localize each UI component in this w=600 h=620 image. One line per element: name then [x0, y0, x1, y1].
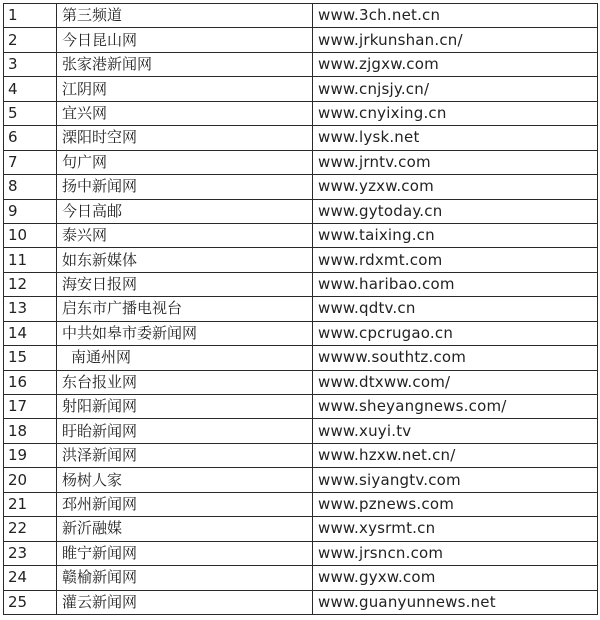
site-url: www.gytoday.cn: [313, 199, 598, 223]
table-row: [4, 28, 598, 52]
site-url: www.jrsncn.com: [313, 541, 598, 565]
site-url: wwww.southtz.com: [313, 346, 598, 370]
row-number: 4: [4, 77, 57, 101]
row-number: 2: [4, 28, 57, 52]
site-url: www.3ch.net.cn: [313, 4, 598, 28]
site-name: 溧阳时空网: [57, 126, 313, 150]
table-row: [4, 468, 598, 492]
row-number: 8: [4, 175, 57, 199]
table-row: [4, 321, 598, 345]
site-list-table: [3, 3, 598, 615]
table-row: [4, 297, 598, 321]
row-number: 23: [4, 541, 57, 565]
table-row: [4, 443, 598, 467]
site-name: 如东新媒体: [57, 248, 313, 272]
site-url: www.cnjsjy.cn/: [313, 77, 598, 101]
site-name: 东台报业网: [57, 370, 313, 394]
table-row: [4, 248, 598, 272]
site-name: 宜兴网: [57, 101, 313, 125]
table-row: [4, 517, 598, 541]
site-url: www.zjgxw.com: [313, 52, 598, 76]
site-url: www.rdxmt.com: [313, 248, 598, 272]
site-name: 今日昆山网: [57, 28, 313, 52]
row-number: 18: [4, 419, 57, 443]
site-name: 睢宁新闻网: [57, 541, 313, 565]
site-name: 张家港新闻网: [57, 52, 313, 76]
site-url: www.dtxww.com/: [313, 370, 598, 394]
site-name: 启东市广播电视台: [57, 297, 313, 321]
site-name: 盱眙新闻网: [57, 419, 313, 443]
table-row: [4, 541, 598, 565]
row-number: 6: [4, 126, 57, 150]
row-number: 25: [4, 590, 57, 614]
table-row: [4, 346, 598, 370]
row-number: 7: [4, 150, 57, 174]
row-number: 24: [4, 566, 57, 590]
site-url: www.jrkunshan.cn/: [313, 28, 598, 52]
table-row: [4, 492, 598, 516]
table-row: [4, 4, 598, 28]
site-url: www.haribao.com: [313, 272, 598, 296]
table-row: [4, 419, 598, 443]
site-name: 洪泽新闻网: [57, 443, 313, 467]
site-name: 句广网: [57, 150, 313, 174]
row-number: 11: [4, 248, 57, 272]
site-name: 射阳新闻网: [57, 395, 313, 419]
site-name: 泰兴网: [57, 223, 313, 247]
row-number: 13: [4, 297, 57, 321]
site-url: www.pznews.com: [313, 492, 598, 516]
row-number: 10: [4, 223, 57, 247]
site-url: www.guanyunnews.net: [313, 590, 598, 614]
table-row: [4, 370, 598, 394]
table-row: [4, 52, 598, 76]
row-number: 19: [4, 443, 57, 467]
site-name: 第三频道: [57, 4, 313, 28]
site-url: www.xysrmt.cn: [313, 517, 598, 541]
row-number: 12: [4, 272, 57, 296]
site-name: 今日高邮: [57, 199, 313, 223]
table-row: [4, 199, 598, 223]
row-number: 3: [4, 52, 57, 76]
site-url: www.lysk.net: [313, 126, 598, 150]
site-name: 邳州新闻网: [57, 492, 313, 516]
site-url: www.cnyixing.cn: [313, 101, 598, 125]
row-number: 22: [4, 517, 57, 541]
row-number: 1: [4, 4, 57, 28]
site-name: 海安日报网: [57, 272, 313, 296]
table-row: [4, 101, 598, 125]
site-name: 杨树人家: [57, 468, 313, 492]
table-row: [4, 590, 598, 614]
table-row: [4, 175, 598, 199]
row-number: 20: [4, 468, 57, 492]
site-name: 中共如皋市委新闻网: [57, 321, 313, 345]
site-name: 扬中新闻网: [57, 175, 313, 199]
site-name: 赣榆新闻网: [57, 566, 313, 590]
row-number: 17: [4, 395, 57, 419]
site-list-sheet: [3, 3, 598, 615]
row-number: 16: [4, 370, 57, 394]
site-url: www.cpcrugao.cn: [313, 321, 598, 345]
site-name: 新沂融媒: [57, 517, 313, 541]
row-number: 21: [4, 492, 57, 516]
row-number: 14: [4, 321, 57, 345]
site-url: www.hzxw.net.cn/: [313, 443, 598, 467]
site-url: www.xuyi.tv: [313, 419, 598, 443]
table-row: [4, 566, 598, 590]
table-row: [4, 150, 598, 174]
row-number: 9: [4, 199, 57, 223]
table-row: [4, 126, 598, 150]
site-url: www.yzxw.com: [313, 175, 598, 199]
table-row: [4, 272, 598, 296]
site-url: www.qdtv.cn: [313, 297, 598, 321]
site-url: www.siyangtv.com: [313, 468, 598, 492]
site-name: 江阴网: [57, 77, 313, 101]
site-url: www.taixing.cn: [313, 223, 598, 247]
table-row: [4, 77, 598, 101]
site-url: www.jrntv.com: [313, 150, 598, 174]
table-row: [4, 223, 598, 247]
site-url: www.gyxw.com: [313, 566, 598, 590]
site-name: 灌云新闻网: [57, 590, 313, 614]
row-number: 5: [4, 101, 57, 125]
site-url: www.sheyangnews.com/: [313, 395, 598, 419]
row-number: 15: [4, 346, 57, 370]
site-name: 南通州网: [57, 346, 313, 370]
table-row: [4, 395, 598, 419]
